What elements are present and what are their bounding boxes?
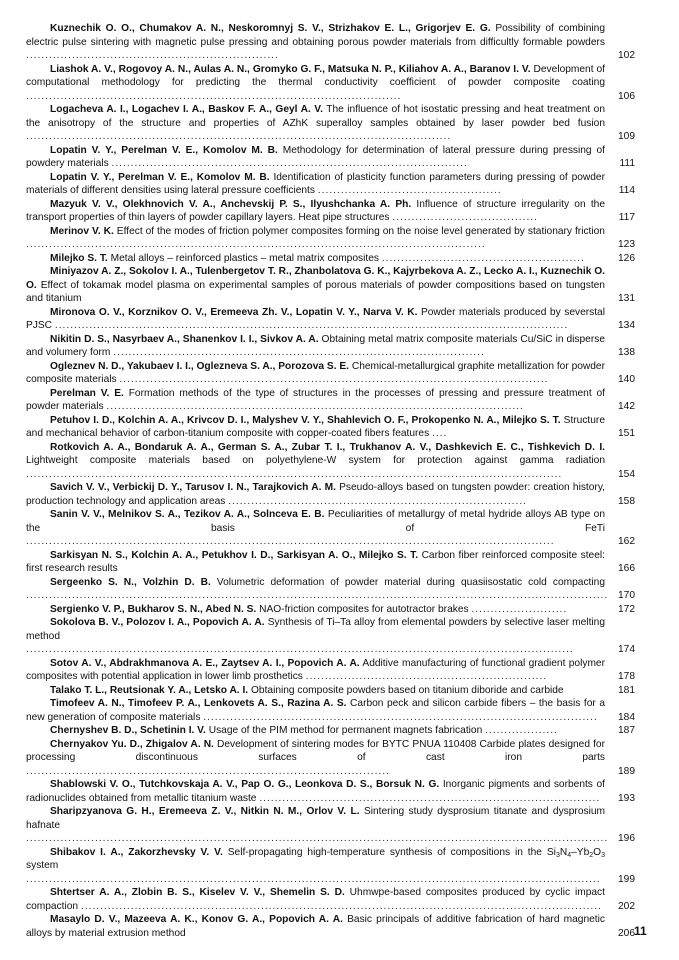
entry-page: 162 xyxy=(618,536,635,547)
entry-title: Additive manufacturing of functional gradient polymer composites with potential application in lower limb prosthetics xyxy=(26,657,605,682)
toc-entry: Shtertser A. A., Zlobin B. S., Kiselev V. V., Shemelin S. D. Uhmwpe-based composites produced by cyclic impact compaction ........................................................................................................................................ 202 xyxy=(26,887,635,912)
toc-entry: Mironova O. V., Korznikov O. V., Eremeeva Zh. V., Lopatin V. Y., Narva V. K. Powder materials produced by severstal PJSC ...................................................................................................................................... 134 xyxy=(26,306,635,331)
entry-title: Sintering study dysprosium titanate and dysprosium hafnate xyxy=(26,806,605,831)
entry-authors: Shibakov I. A., Zakorzhevsky V. V. xyxy=(50,846,223,858)
toc-entry: Sharipzyanova G. H., Eremeeva Z. V., Nitkin N. M., Orlov V. L. Sintering study dysprosium titanate and dysprosium hafnate ........................................................................................................................................................ 196 xyxy=(26,806,635,844)
toc-entry: Perelman V. E. Formation methods of the type of structures in the processes of pressing and pressure treatment of powder materials ............................................................................................................. 142 xyxy=(26,387,635,412)
entry-title: Obtaining composite powders based on titanium diboride and carbide xyxy=(250,684,564,696)
entry-authors: Chernyshev B. D., Schetinin I. V. xyxy=(50,725,206,736)
entry-title-tail: system xyxy=(26,860,59,871)
entry-authors: Petuhov I. D., Kolchin A. A., Krivcov D. I., Malyshev V. Y., Shahlevich O. F., Prokopenko N. A., Milejko S. T. xyxy=(50,414,561,426)
entry-authors: Logacheva A. I., Logachev I. A., Baskov F. A., Geyl A. V. xyxy=(50,104,323,115)
entry-authors: Ogleznev N. D., Yakubaev I. I., Oglezneva S. A., Porozova S. E. xyxy=(50,360,350,372)
entry-authors: Lopatin V. Y., Perelman V. E., Komolov M. B. xyxy=(50,171,270,183)
page-number: 11 xyxy=(634,924,647,938)
entry-authors: Sokolova B. V., Polozov I. A., Popovich A. A. xyxy=(50,617,265,628)
entry-page: 184 xyxy=(618,711,635,723)
entry-title: Basic principals of additive fabrication of hard magnetic alloys by material extrusion method xyxy=(26,914,605,939)
entry-page: 187 xyxy=(618,725,635,736)
entry-authors: Kuznechik O. O., Chumakov A. N., Neskoromnyj S. V., Strizhakov E. L., Grigorjev E. G. xyxy=(50,23,491,34)
entry-authors: Lopatin V. Y., Perelman V. E., Komolov M. B. xyxy=(50,144,278,156)
entry-authors: Rotkovich A. A., Bondaruk A. A., German S. A., Zubar T. I., Trukhanov A. V., Dashkevich E. C., Tishkevich D. I. xyxy=(50,441,605,453)
toc-entry: Lopatin V. Y., Perelman V. E., Komolov M. B. Methodology for determination of lateral pressure during pressing of powdery materials ............................................................................................. 111 xyxy=(26,144,635,169)
entry-title: Lightweight composite materials based on polyethylene-W system for protection against gamma radiation xyxy=(26,455,605,466)
entry-title: Pseudo-alloys based on tungsten powder: creation history, production technology and application areas xyxy=(26,482,605,507)
entry-authors: Mironova O. V., Korznikov O. V., Eremeeva Zh. V., Lopatin V. Y., Narva V. K. xyxy=(50,306,418,318)
entry-authors: Savich V. V., Verbickij D. Y., Tarusov I. N., Tarajkovich A. M. xyxy=(50,482,336,493)
entry-title: NAO-friction composites for autotractor brakes xyxy=(259,603,469,615)
entry-authors: Perelman V. E. xyxy=(50,387,124,399)
entry-title: Powder materials produced by severstal PJSC xyxy=(26,306,605,331)
entry-authors: Sanin V. V., Melnikov S. A., Tezikov A. A., Solnceva E. B. xyxy=(50,509,325,520)
toc-entry: Sergeenko S. N., Volzhin D. B. Volumetric deformation of powder material during quasiisostatic cold compacting ........................................................................................................................................................ 170 xyxy=(26,576,635,601)
entry-page: 166 xyxy=(618,563,635,574)
toc-entry: Ogleznev N. D., Yakubaev I. I., Oglezneva S. A., Porozova S. E. Chemical-metallurgical graphite metallization for powder composite materials ................................................................................................................ 140 xyxy=(26,360,635,385)
entry-title: Self-propagating high-temperature synthesis of compositions in the xyxy=(227,846,542,858)
toc-entry: Liashok A. V., Rogovoy A. N., Aulas A. N., Gromyko G. F., Matsuka N. P., Kiliahov A. A., Baranov I. V. Development of computational methodology for predicting the thermal conductivity coefficient of powder composite coating .................................................................................................. 106 xyxy=(26,63,635,102)
entry-authors: Sergeenko S. N., Volzhin D. B. xyxy=(50,576,211,588)
toc-entry: Merinov V. K. Effect of the modes of friction polymer composites forming on the noise level generated by stationary friction ........................................................................................................................ 123 xyxy=(26,225,635,250)
toc-entry xyxy=(26,549,635,576)
toc-entry: Savich V. V., Verbickij D. Y., Tarusov I. N., Tarajkovich A. M. Pseudo-alloys based on tungsten powder: creation history, production technology and application areas .............................................................................. 158 xyxy=(26,482,635,507)
toc-entry: Sanin V. V., Melnikov S. A., Tezikov A. A., Solnceva E. B. Peculiarities of metallurgy of metal hydride alloys AB type on the basis of FeTi .......................................................................................................................................... 162 xyxy=(26,509,635,547)
entry-page: 131 xyxy=(618,293,635,304)
entry-title: Obtaining metal matrix composite materials Cu/SiC in disperse and volumery form xyxy=(26,333,605,358)
entry-authors: Merinov V. K. xyxy=(50,225,114,237)
entry-title: Influence of structure irregularity on the transport properties of thin layers of powder capillary layers. Heat pipe structures xyxy=(26,198,605,223)
entry-authors: Masaylo D. V., Mazeeva A. K., Konov G. A., Popovich A. A. xyxy=(50,914,343,925)
entry-authors: Miniyazov A. Z., Sokolov I. A., Tulenbergetov T. R., Zhanbolatova G. K., Kajyrbekova A. Z., Lecko A. I., Kuznechik O. O. xyxy=(26,266,605,291)
entry-title: Synthesis of Ti–Ta alloy from elemental powders by selective laser melting method xyxy=(26,617,605,642)
toc-entry xyxy=(26,684,635,698)
toc-entry: Lopatin V. Y., Perelman V. E., Komolov M. B. Identification of plasticity function parameters during pressing of powder materials of different densities using lateral pressure coefficients ................................................ 114 xyxy=(26,171,635,196)
toc-entry: Mazyuk V. V., Olekhnovich V. A., Anchevskij P. S., Ilyushchanka A. Ph. Influence of structure irregularity on the transport properties of thin layers of powder capillary layers. Heat pipe structures ...................................... 117 xyxy=(26,198,635,223)
entry-title: The influence of hot isostatic pressing and heat treatment on the anisotropy of the structure and properties of AZhK superalloy samples obtained by laser powder bed fusion xyxy=(26,104,606,129)
entry-page: 134 xyxy=(618,320,635,331)
entry-page: 202 xyxy=(618,900,635,912)
entry-page: 142 xyxy=(618,401,635,412)
toc-entry xyxy=(26,265,635,306)
entry-page: 174 xyxy=(618,644,635,655)
toc-entry: Nikitin D. S., Nasyrbaev A., Shanenkov I. I., Sivkov A. A. Obtaining metal matrix composite materials Cu/SiC in disperse and volumery form ................................................................................................. 138 xyxy=(26,333,635,358)
entry-page: 158 xyxy=(618,495,635,507)
entry-page: 106 xyxy=(618,90,635,102)
entry-title: Usage of the PIM method for permanent magnets fabrication xyxy=(208,725,483,736)
entry-title: Development of computational methodology for predicting the thermal conductivity coefficient of powder composite coating xyxy=(26,63,605,88)
entry-page: 123 xyxy=(618,239,635,250)
toc-entry: Milejko S. T. Metal alloys – reinforced plastics – metal matrix composites ..................................................... 126 xyxy=(50,252,635,264)
toc-entry: Rotkovich A. A., Bondaruk A. A., German S. A., Zubar T. I., Trukhanov A. V., Dashkevich E. C., Tishkevich D. I. Lightweight composite materials based on polyethylene-W system for protection against gamma radiation ............................................................................................................................................ 154 xyxy=(26,441,635,480)
entry-page: 111 xyxy=(619,158,635,169)
entry-page: 102 xyxy=(618,50,635,61)
entry-authors: Nikitin D. S., Nasyrbaev A., Shanenkov I. I., Sivkov A. A. xyxy=(50,333,319,345)
entry-title: Carbon peck and silicon carbide fibers – the basis for a new generation of composite materials xyxy=(26,698,605,723)
entry-title: Development of sintering modes for BYTC PNUA 110408 Carbide plates designed for processing discontinuous surfaces of cast iron parts xyxy=(26,738,605,763)
entry-page: 206 xyxy=(618,927,635,939)
entry-authors: Liashok A. V., Rogovoy A. N., Aulas A. N., Gromyko G. F., Matsuka N. P., Kiliahov A. A., Baranov I. V. xyxy=(50,63,531,75)
toc-entry: Sokolova B. V., Polozov I. A., Popovich A. A. Synthesis of Ti–Ta alloy from elemental powders by selective laser melting method ............................................................................................................................................... 174 xyxy=(26,617,635,655)
entry-title: Volumetric deformation of powder material during quasiisostatic cold compacting xyxy=(216,576,605,588)
toc-entry: Kuznechik O. O., Chumakov A. N., Neskoromnyj S. V., Strizhakov E. L., Grigorjev E. G. Possibility of combining electric pulse sintering with magnetic pulse pressing and obtaining porous powder materials from difficultly formable powders .................................................................. 102 xyxy=(26,23,635,61)
entry-title: Inorganic pigments and sorbents of radionuclides obtained from metallic titanium waste xyxy=(26,779,605,804)
entry-page: 117 xyxy=(618,212,635,223)
entry-title: Effect of tokamak model plasma on experimental samples of porous materials of powder compositions based on tungsten and titanium xyxy=(26,279,605,304)
entry-authors: Sharipzyanova G. H., Eremeeva Z. V., Nitkin N. M., Orlov V. L. xyxy=(50,806,360,817)
entry-title: Chemical-metallurgical graphite metallization for powder composite materials xyxy=(26,360,605,385)
entry-authors: Sergienko V. P., Bukharov S. N., Abed N. S. xyxy=(50,603,257,615)
entry-page: 140 xyxy=(618,374,635,385)
entry-authors: Mazyuk V. V., Olekhnovich V. A., Anchevskij P. S., Ilyushchanka A. Ph. xyxy=(50,198,412,210)
entry-page: 154 xyxy=(618,468,635,480)
entry-title: Peculiarities of metallurgy of metal hydride alloys AB type on the basis of FeTi xyxy=(26,509,605,534)
entry-authors: Milejko S. T. xyxy=(50,252,108,264)
toc-entry: Shablowski V. O., Tutchkovskaja A. V., Pap O. G., Leonkova D. S., Borsuk N. G. Inorganic pigments and sorbents of radionuclides obtained from metallic titanium waste ......................................................................................... 193 xyxy=(26,779,635,804)
entry-page: 178 xyxy=(618,671,635,682)
entry-page: 172 xyxy=(618,603,635,615)
entry-title: Structure and mechanical behavior of carbon-titanium composite with copper-coated fibers features xyxy=(26,414,605,439)
table-of-contents xyxy=(26,22,635,940)
entry-page: 170 xyxy=(618,590,635,601)
entry-page: 199 xyxy=(618,873,635,885)
entry-page: 193 xyxy=(618,792,635,804)
entry-authors: Shtertser A. A., Zlobin B. S., Kiselev V. V., Shemelin S. D. xyxy=(50,887,345,898)
entry-page: 196 xyxy=(618,833,635,844)
toc-entry: Shibakov I. A., Zakorzhevsky V. V. Self-propagating high-temperature synthesis of compositions in the $Si_3N_4-Yb_2O_3$ system ...................................................................................................................................................... 199 xyxy=(26,846,635,885)
entry-title: Methodology for determination of lateral pressure during pressing of powdery materials xyxy=(26,144,605,169)
entry-page: 189 xyxy=(618,765,635,777)
toc-entry: Chernyakov Yu. D., Zhigalov A. N. Development of sintering modes for BYTC PNUA 110408 Carbide plates designed for processing discontinuous surfaces of cast iron parts ............................................................................................... 189 xyxy=(26,738,635,777)
entry-page: 138 xyxy=(618,347,635,358)
entry-title: Formation methods of the type of structures in the processes of pressing and pressure treatment of powder materials xyxy=(26,387,605,412)
entry-title: Effect of the modes of friction polymer composites forming on the noise level generated by stationary friction xyxy=(116,225,605,237)
toc-entry: Logacheva A. I., Logachev I. A., Baskov F. A., Geyl A. V. The influence of hot isostatic pressing and heat treatment on the anisotropy of the structure and properties of AZhK superalloy samples obtained by laser powder bed fusion ............................................................................................................... 109 xyxy=(26,104,635,142)
toc-entry xyxy=(26,913,635,940)
toc-entry: Sotov A. V., Abdrakhmanova A. E., Zaytsev A. I., Popovich A. A. Additive manufacturing of functional gradient polymer composites with potential application in lower limb prosthetics ............................................................... 178 xyxy=(26,657,635,682)
formula: $Si_3N_4-Yb_2O_3$ xyxy=(546,846,605,859)
entry-page: 181 xyxy=(618,684,635,696)
entry-page: 114 xyxy=(618,185,635,196)
entry-authors: Timofeev A. N., Timofeev P. A., Lenkovets A. S., Razina A. S. xyxy=(50,698,347,709)
entry-page: 109 xyxy=(618,131,635,142)
entry-title: Metal alloys – reinforced plastics – metal matrix composites xyxy=(110,252,379,264)
toc-entry: Chernyshev B. D., Schetinin I. V. Usage of the PIM method for permanent magnets fabrication ................... 187 xyxy=(50,725,635,736)
toc-entry: Petuhov I. D., Kolchin A. A., Krivcov D. I., Malyshev V. Y., Shahlevich O. F., Prokopenko N. A., Milejko S. T. Structure and mechanical behavior of carbon-titanium composite with copper-coated fibers features .... 151 xyxy=(26,414,635,439)
entry-authors: Talako T. L., Reutsionak Y. A., Letsko A. I. xyxy=(50,684,249,696)
entry-authors: Sarkisyan N. S., Kolchin A. A., Petukhov I. D., Sarkisyan A. O., Milejko S. T. xyxy=(50,549,419,561)
entry-authors: Chernyakov Yu. D., Zhigalov A. N. xyxy=(50,738,214,750)
entry-page: 126 xyxy=(618,252,635,264)
toc-entry: Timofeev A. N., Timofeev P. A., Lenkovets A. S., Razina A. S. Carbon peck and silicon carbide fibers – the basis for a new generation of composite materials ....................................................................................................... 184 xyxy=(26,698,635,723)
entry-authors: Shablowski V. O., Tutchkovskaja A. V., Pap O. G., Leonkova D. S., Borsuk N. G. xyxy=(50,779,440,790)
entry-title: Carbon fiber reinforced composite steel: first research results xyxy=(26,549,605,574)
entry-title: Identification of plasticity function parameters during pressing of powder materials of different densities using lateral pressure coefficients xyxy=(26,171,605,196)
toc-entry: Sergienko V. P., Bukharov S. N., Abed N. S. NAO-friction composites for autotractor brakes ......................... 172 xyxy=(50,603,635,615)
entry-title: Possibility of combining electric pulse sintering with magnetic pulse pressing and obtaining porous powder materials from difficultly formable powders xyxy=(26,23,605,48)
entry-title: Uhmwpe-based composites produced by cyclic impact compaction xyxy=(26,887,605,912)
entry-authors: Sotov A. V., Abdrakhmanova A. E., Zaytsev A. I., Popovich A. A. xyxy=(50,657,360,669)
entry-page: 151 xyxy=(618,428,635,439)
